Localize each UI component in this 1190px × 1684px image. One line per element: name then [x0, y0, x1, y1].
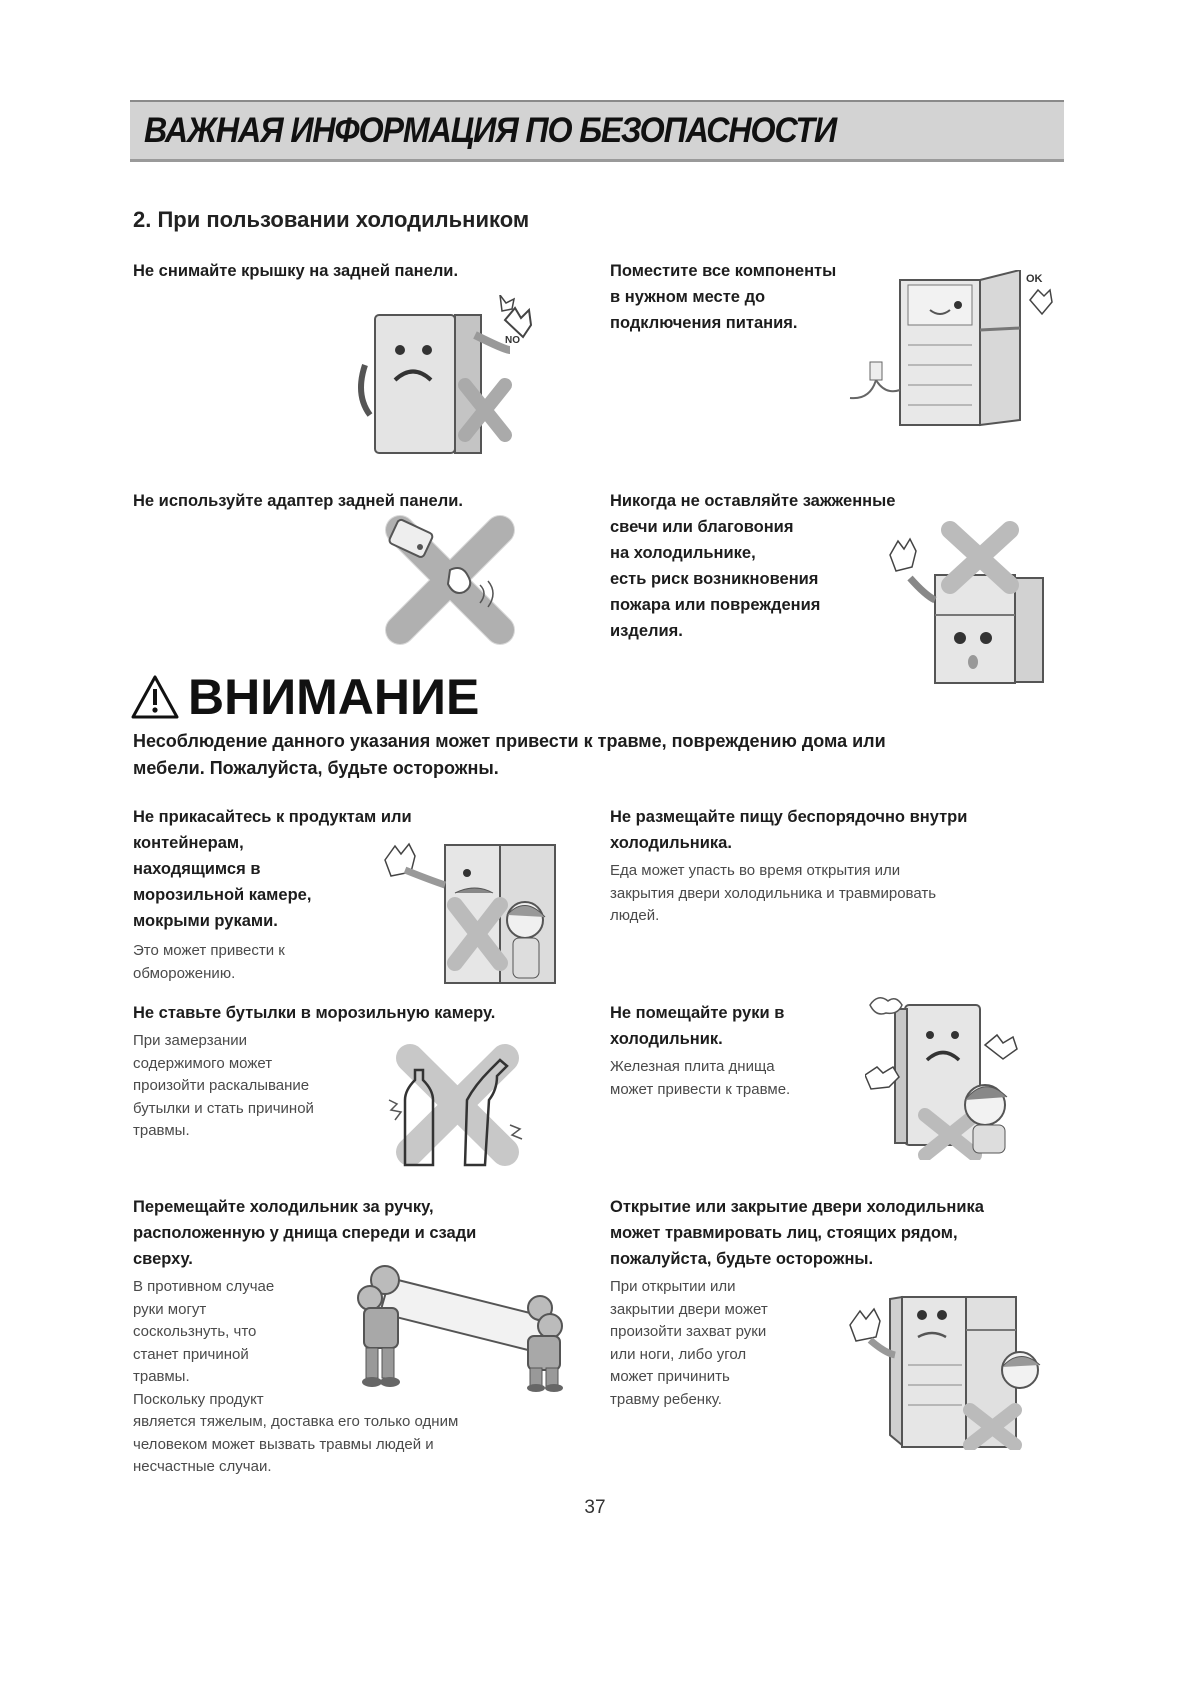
bottles-crossed-icon	[385, 1040, 530, 1170]
caution-text-line: или ноги, либо угол	[610, 1345, 747, 1363]
page-title-bar	[130, 100, 1064, 162]
warning-heading-line: изделия.	[610, 622, 683, 640]
fridge-candle-crossed-icon	[880, 520, 1050, 685]
caution-heading-line: контейнерам,	[133, 834, 244, 852]
caution-heading-line: Перемещайте холодильник за ручку,	[133, 1198, 434, 1216]
caution-heading-line: пожалуйста, будьте осторожны.	[610, 1250, 874, 1268]
caution-item	[610, 804, 1050, 928]
svg-text:OK: OK	[1026, 273, 1043, 285]
open-fridge-ok-plug-icon	[840, 270, 1060, 430]
caution-heading-line: Не помещайте руки в	[610, 1004, 785, 1022]
caution-item	[610, 1000, 870, 1101]
caution-text-line: травмы.	[133, 1122, 190, 1139]
caution-text-line: человеком может вызвать травмы людей и	[133, 1435, 434, 1453]
caution-heading-line: расположенную у днища спереди и сзади	[133, 1224, 477, 1242]
caution-text-line: Еда может упасть во время открытия или	[610, 862, 901, 879]
caution-text-line: При замерзании	[133, 1032, 247, 1049]
caution-text-line: травмы.	[133, 1368, 190, 1385]
caution-text-line: Поскольку продукт	[133, 1390, 264, 1408]
caution-heading-line: холодильник.	[610, 1030, 723, 1048]
warning-heading-line: свечи или благовония	[610, 518, 794, 536]
warning-heading-line: пожара или повреждения	[610, 596, 821, 614]
caution-heading-line: находящимся в	[133, 860, 261, 878]
attention-description	[133, 728, 1073, 782]
caution-text-line: соскользнуть, что	[133, 1323, 257, 1340]
warning-heading-line: в нужном месте до	[610, 288, 766, 306]
caution-heading-line: Открытие или закрытие двери холодильника	[610, 1198, 984, 1216]
warning-heading-line: на холодильнике,	[610, 544, 756, 562]
caution-text-line: станет причиной	[133, 1345, 249, 1363]
warning-heading: Не используйте адаптер задней панели.	[133, 492, 463, 510]
two-movers-carrying-fridge-icon	[350, 1258, 565, 1393]
sad-fridge-no-hand-icon	[355, 295, 545, 455]
warning-item	[133, 488, 553, 514]
fridge-door-child-crossed-icon	[840, 1285, 1050, 1450]
caution-text-line: В противном случае	[133, 1278, 275, 1295]
caution-text-line: закрытия двери холодильника и травмировать	[610, 884, 937, 902]
caution-text-line: бутылки и стать причиной	[133, 1099, 314, 1117]
caution-heading-line: холодильника.	[610, 834, 732, 852]
warning-heading-line: подключения питания.	[610, 314, 798, 332]
crossed-adapter-icon	[380, 515, 520, 645]
page-title: ВАЖНАЯ ИНФОРМАЦИЯ ПО БЕЗОПАСНОСТИ	[144, 110, 837, 150]
warning-triangle-icon	[130, 674, 180, 720]
caution-text-line: травму ребенку.	[610, 1390, 722, 1408]
caution-text-line: несчастные случаи.	[133, 1458, 272, 1475]
fridge-child-hand-crossed-icon	[865, 985, 1040, 1160]
warning-heading-line: есть риск возникновения	[610, 570, 819, 588]
caution-heading-line: Не размещайте пищу беспорядочно внутри	[610, 808, 968, 826]
attention-heading	[130, 668, 479, 726]
page-number: 37	[584, 1497, 606, 1518]
caution-heading-line: Не прикасайтесь к продуктам или	[133, 808, 412, 826]
warning-heading-line: Поместите все компоненты	[610, 262, 837, 280]
caution-text-line: содержимого может	[133, 1054, 273, 1072]
warning-heading-line: Никогда не оставляйте зажженные	[610, 492, 896, 510]
caution-text-line: обморожению.	[133, 964, 236, 982]
freezer-wet-hands-crossed-icon	[375, 835, 560, 985]
attention-description-line: Несоблюдение данного указания может привести к травме, повреждению дома или	[133, 731, 886, 751]
caution-text-line: закрытии двери может	[610, 1300, 768, 1318]
section-heading: 2. При пользовании холодильником	[133, 207, 530, 232]
caution-text-line: Железная плита днища	[610, 1058, 775, 1075]
caution-text-line: людей.	[610, 907, 660, 924]
caution-heading-line: Не ставьте бутылки в морозильную камеру.	[133, 1004, 496, 1022]
caution-heading-line: мокрыми руками.	[133, 912, 278, 930]
warning-item	[133, 258, 553, 284]
attention-label: ВНИМАНИЕ	[188, 669, 480, 725]
caution-text-line: руки могут	[133, 1300, 207, 1318]
caution-text-line: может привести к травме.	[610, 1080, 791, 1098]
caution-heading-line: сверху.	[133, 1250, 193, 1268]
caution-text-line: При открытии или	[610, 1278, 736, 1295]
caution-text-line: может причинить	[610, 1368, 730, 1385]
attention-description-line: мебели. Пожалуйста, будьте осторожны.	[133, 758, 499, 778]
caution-text-line: Это может привести к	[133, 942, 285, 959]
caution-heading-line: может травмировать лиц, стоящих рядом,	[610, 1224, 958, 1242]
caution-heading-line: морозильной камере,	[133, 886, 312, 904]
svg-text:NO: NO	[505, 335, 520, 346]
warning-heading: Не снимайте крышку на задней панели.	[133, 262, 459, 280]
caution-text-line: произойти раскалывание	[133, 1077, 310, 1094]
caution-text-line: является тяжелым, доставка его только одним	[133, 1413, 459, 1430]
caution-text-line: произойти захват руки	[610, 1323, 767, 1340]
